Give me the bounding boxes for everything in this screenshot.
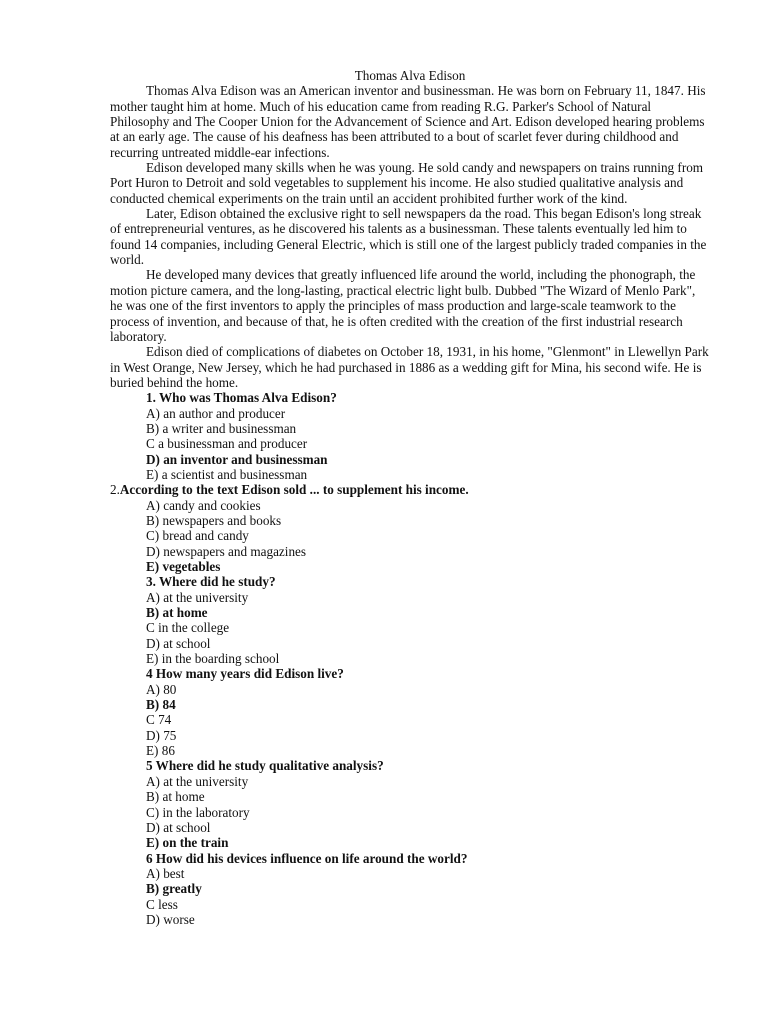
question-text: 3. Where did he study?: [146, 574, 276, 590]
question-block: [110, 574, 710, 666]
answer-option: C in the college: [146, 620, 230, 636]
answer-option: A) an author and producer: [146, 405, 286, 421]
question-number: 2.: [110, 482, 120, 498]
question-text: 1. Who was Thomas Alva Edison?: [146, 390, 337, 406]
answer-option: C) in the laboratory: [146, 804, 250, 820]
answer-option: C 74: [146, 712, 172, 728]
question-text: 5 Where did he study qualitative analysis?: [146, 758, 384, 774]
question-block: [110, 851, 710, 928]
quiz-section: [110, 390, 710, 927]
answer-option: D) newspapers and magazines: [146, 543, 307, 559]
answer-option-correct: E) on the train: [146, 835, 229, 851]
answer-option: A) 80: [146, 681, 177, 697]
answer-option: B) at home: [146, 789, 205, 805]
document-page: [110, 68, 710, 927]
answer-option: E) a scientist and businessman: [146, 466, 308, 482]
answer-option-correct: D) an inventor and businessman: [146, 451, 328, 467]
answer-option: B) a writer and businessman: [146, 420, 297, 436]
paragraph: Thomas Alva Edison was an American inventor and businessman. He was born on February 11, 1847. His mother taught him at home. Much of his education came from reading R.G. Parker's School of Natural Philosophy and The Cooper Union for the Advancement of Science and Art. Edison developed hearing problems at an early age. The cause of his deafness has been attributed to a bout of scarlet fever during childhood and recurring untreated middle-ear infections.: [110, 83, 706, 160]
question-block: [110, 390, 710, 482]
answer-option: E) 86: [146, 743, 175, 759]
answer-option-correct: B) at home: [146, 605, 208, 621]
question-text: [110, 482, 710, 497]
document-title: Thomas Alva Edison: [354, 68, 466, 83]
answer-option-correct: B) greatly: [146, 881, 202, 897]
paragraph: He developed many devices that greatly influenced life around the world, including the phonograph, the motion picture camera, and the long-lasting, practical electric light bulb. Dubbed "The Wizard of Menlo Park", he was one of the first inventors to apply the principles of mass production and large-scale teamwork to the process of invention, and because of that, he is often credited with the creation of the first industrial research laboratory.: [110, 267, 696, 344]
answer-option: A) at the university: [146, 589, 249, 605]
answer-option-correct: E) vegetables: [146, 559, 221, 574]
answer-option: B) newspapers and books: [146, 512, 282, 528]
question-label: According to the text Edison sold ... to supplement his income.: [119, 482, 469, 498]
answer-option: A) at the university: [146, 773, 249, 789]
answer-option: C) bread and candy: [146, 528, 249, 544]
answer-option: D) 75: [146, 727, 177, 743]
answer-option: D) at school: [146, 635, 211, 651]
answer-option: D) worse: [146, 911, 195, 927]
answer-option-correct: B) 84: [146, 697, 176, 713]
answer-option: C less: [146, 896, 178, 912]
question-text: 6 How did his devices influence on life around the world?: [146, 850, 468, 866]
answer-option: C a businessman and producer: [146, 436, 308, 452]
answer-option: D) at school: [146, 819, 211, 835]
answer-option: A) best: [146, 865, 185, 881]
paragraph: Edison died of complications of diabetes on October 18, 1931, in his home, "Glenmont" in Llewellyn Park in West Orange, New Jersey, which he had purchased in 1886 as a wedding gift for Mina, his second wife. He is buried behind the home.: [110, 344, 709, 390]
article-body: [110, 83, 710, 390]
answer-option: E) in the boarding school: [146, 651, 280, 667]
paragraph: Edison developed many skills when he was young. He sold candy and newspapers on trains running from Port Huron to Detroit and sold vegetables to supplement his income. He also studied qualitative analysis and conducted chemical experiments on the train until an accident prohibited further work of the kind.: [110, 160, 704, 206]
question-block: [110, 482, 710, 574]
paragraph: Later, Edison obtained the exclusive right to sell newspapers da the road. This began Edison's long streak of entrepreneurial ventures, as he discovered his talents as a businessman. These talents eventually led him to found 14 companies, including General Electric, which is still one of the largest publicly traded companies in the world.: [110, 206, 707, 268]
question-text: 4 How many years did Edison live?: [146, 666, 344, 682]
question-block: [110, 758, 710, 850]
question-block: [110, 666, 710, 758]
answer-option: A) candy and cookies: [146, 497, 261, 513]
